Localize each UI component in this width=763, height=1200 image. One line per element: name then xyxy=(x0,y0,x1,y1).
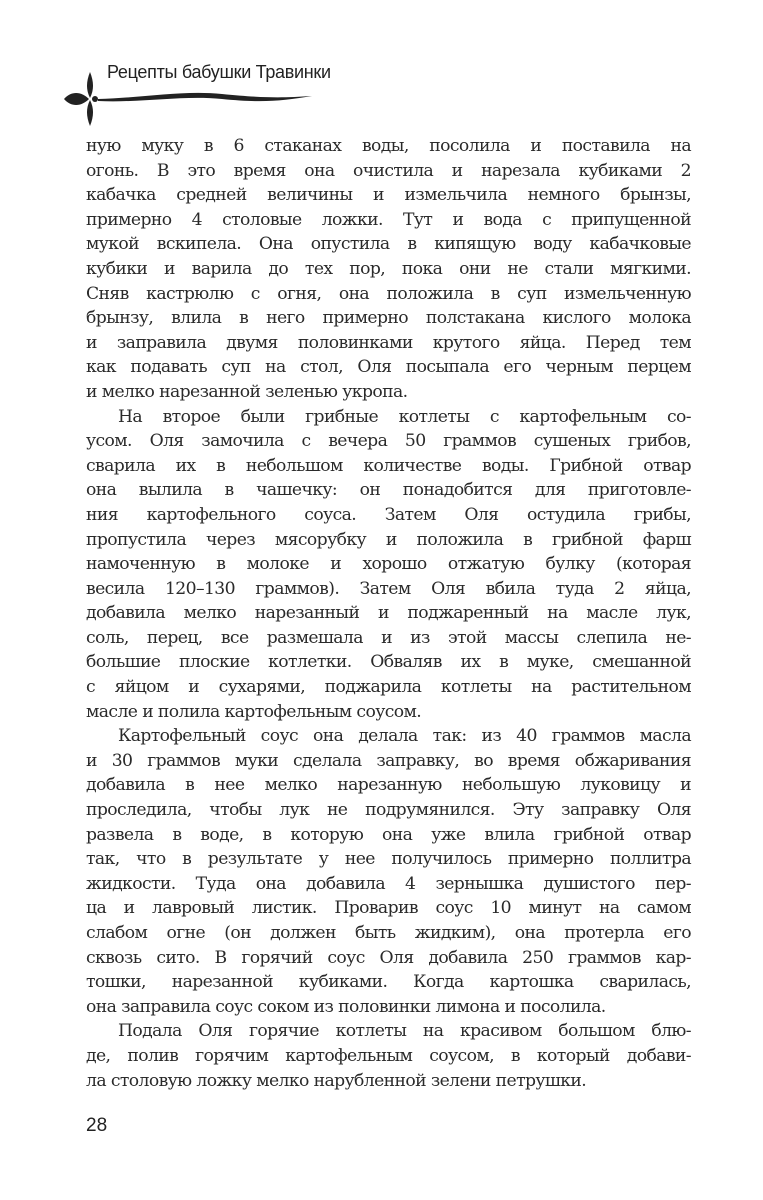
text-line: Подала Оля горячие котлеты на красивом большом блю- xyxy=(118,1021,691,1042)
text-line: сварила их в небольшом количестве воды. Грибной отвар xyxy=(86,455,691,476)
text-line: пропустила через мясорубку и положила в грибной фарш xyxy=(86,529,691,550)
text-line: масле и полила картофельным соусом. xyxy=(86,701,422,722)
text-line: тошки, нарезанной кубиками. Когда картошка сварилась, xyxy=(86,972,691,993)
text-line: весила 120–130 граммов). Затем Оля вбила туда 2 яйца, xyxy=(86,578,691,599)
text-line: слабом огне (он должен быть жидким), она протерла его xyxy=(86,923,691,943)
paragraph xyxy=(86,405,691,725)
text-line: На второе были грибные котлеты с картофельным со- xyxy=(118,406,691,427)
text-line: проследила, чтобы лук не подрумянился. Эту заправку Оля xyxy=(86,800,691,821)
text-line: ла столовую ложку мелко нарубленной зелени петрушки. xyxy=(86,1070,587,1091)
paragraph xyxy=(86,1019,691,1093)
text-line: ца и лавровый листик. Проварив соус 10 минут на самом xyxy=(86,898,691,919)
text-line: сквозь сито. В горячий соус Оля добавила 250 граммов кар- xyxy=(86,947,691,968)
text-line: она заправила соус соком из половинки лимона и посолила. xyxy=(86,996,606,1017)
text-line: де, полив горячим картофельным соусом, в который добави- xyxy=(86,1045,691,1066)
text-line: ную муку в 6 стаканах воды, посолила и поставила на xyxy=(86,136,691,156)
running-header-title: Рецепты бабушки Травинки xyxy=(107,62,331,82)
text-line: и мелко нарезанной зеленью укропа. xyxy=(86,381,408,402)
text-line: большие плоские котлетки. Обваляв их в муке, смешанной xyxy=(86,652,691,673)
text-line: соль, перец, все размешала и из этой массы слепила не- xyxy=(86,627,691,648)
text-line: намоченную в молоке и хорошо отжатую булку (которая xyxy=(86,554,691,575)
paragraph xyxy=(86,134,691,405)
text-line: жидкости. Туда она добавила 4 зернышка душистого пер- xyxy=(86,873,691,894)
text-line: Сняв кастрюлю с огня, она положила в суп измельченную xyxy=(86,283,691,304)
text-line: усом. Оля замочила с вечера 50 граммов сушеных грибов, xyxy=(86,431,691,452)
text-line: примерно 4 столовые ложки. Тут и вода с припущенной xyxy=(86,209,691,230)
body-text xyxy=(86,134,691,1093)
text-line: огонь. В это время она очистила и нарезала кубиками 2 xyxy=(86,160,691,181)
text-line: Картофельный соус она делала так: из 40 граммов масла xyxy=(118,726,691,747)
text-line: брынзу, влила в него примерно полстакана кислого молока xyxy=(86,308,691,329)
text-line: так, что в результате у нее получилось примерно поллитра xyxy=(86,849,691,870)
text-line: с яйцом и сухарями, поджарила котлеты на растительном xyxy=(86,677,691,698)
text-line: добавила мелко нарезанный и поджаренный на масле лук, xyxy=(86,603,691,624)
text-line: ния картофельного соуса. Затем Оля остудила грибы, xyxy=(86,504,691,525)
text-line: и заправила двумя половинками крутого яйца. Перед тем xyxy=(86,332,691,353)
text-line: добавила в нее мелко нарезанную небольшую луковицу и xyxy=(86,775,691,796)
text-line: кубики и варила до тех пор, пока они не стали мягкими. xyxy=(86,258,691,279)
text-line: мукой вскипела. Она опустила в кипящую воду кабачковые xyxy=(86,234,691,255)
text-line: кабачка средней величины и измельчила немного брынзы, xyxy=(86,185,691,206)
text-line: и 30 граммов муки сделала заправку, во время обжаривания xyxy=(86,750,691,771)
text-line: развела в воде, в которую она уже влила грибной отвар xyxy=(86,824,691,845)
text-line: она вылила в чашечку: он понадобится для приготовле- xyxy=(86,480,691,501)
paragraph xyxy=(86,724,691,1019)
text-line: как подавать суп на стол, Оля посыпала его черным перцем xyxy=(86,357,691,378)
page-number: 28 xyxy=(86,1115,108,1136)
